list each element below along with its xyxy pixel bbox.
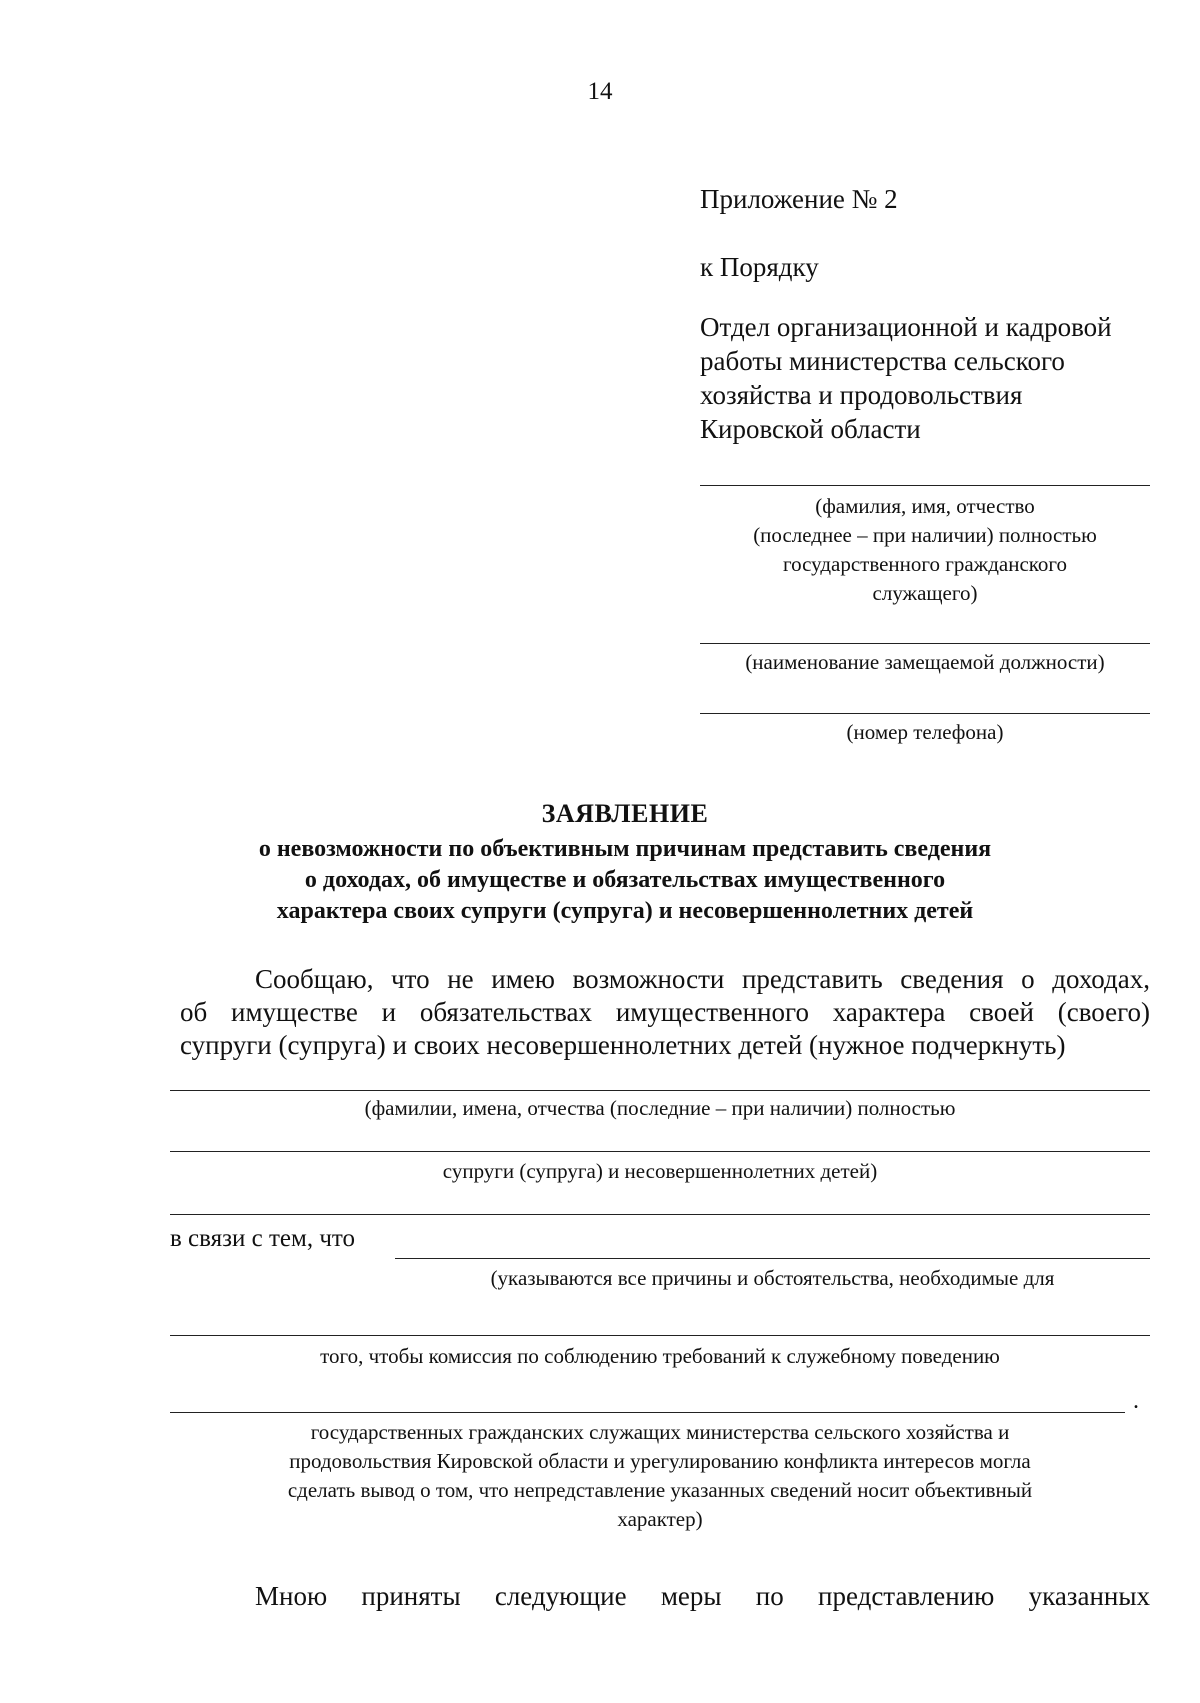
spouse-caption: супруги (супруга) и несовершеннолетних детей) bbox=[442, 1159, 878, 1183]
subtitle-line: о невозможности по объективным причинам представить сведения bbox=[258, 836, 992, 862]
final-field-line[interactable] bbox=[170, 1412, 1125, 1413]
paragraph-line: об имуществе и обязательствах имущественного характера своей (своего) bbox=[180, 997, 1150, 1027]
paragraph-line: супруги (супруга) и своих несовершеннолетних детей (нужное подчеркнуть) bbox=[180, 1030, 1066, 1060]
addressee-block bbox=[700, 310, 1160, 446]
final-caption-line: государственных гражданских служащих министерства сельского хозяйства и bbox=[310, 1420, 1010, 1444]
position-caption: (наименование замещаемой должности) bbox=[745, 650, 1105, 674]
paragraph-line: Сообщаю, что не имею возможности представить сведения о доходах, bbox=[255, 964, 1150, 994]
final-caption bbox=[170, 1418, 1150, 1534]
names-field-line[interactable] bbox=[170, 1090, 1150, 1091]
fio-field-line[interactable] bbox=[700, 485, 1150, 486]
commission-caption: того, чтобы комиссия по соблюдению требований к служебному поведению bbox=[320, 1344, 1000, 1368]
fio-caption-line: (последнее – при наличии) полностью bbox=[753, 523, 1097, 547]
trailing-dot: . bbox=[1133, 1388, 1139, 1414]
final-caption-line: характер) bbox=[617, 1507, 703, 1531]
fio-caption-line: служащего) bbox=[872, 581, 978, 605]
fio-caption-line: (фамилия, имя, отчество bbox=[815, 494, 1035, 518]
fio-caption-line: государственного гражданского bbox=[782, 552, 1067, 576]
names-caption: (фамилии, имена, отчества (последние – при наличии) полностью bbox=[364, 1096, 956, 1120]
page-number: 14 bbox=[587, 78, 613, 105]
addressee-line: Отдел организационной и кадровой bbox=[700, 312, 1112, 342]
reasons-caption: (указываются все причины и обстоятельства, необходимые для bbox=[490, 1266, 1055, 1290]
phone-field-line[interactable] bbox=[700, 713, 1150, 714]
fio-caption bbox=[700, 492, 1150, 608]
final-caption-line: продовольствия Кировской области и урегулированию конфликта интересов могла bbox=[289, 1449, 1031, 1473]
statement-paragraph bbox=[180, 963, 1150, 1062]
position-field-line[interactable] bbox=[700, 643, 1150, 644]
addressee-line: Кировской области bbox=[700, 414, 921, 444]
addressee-line: хозяйства и продовольствия bbox=[700, 380, 1023, 410]
addressee-line: работы министерства сельского bbox=[700, 346, 1065, 376]
measures-paragraph: Мною приняты следующие меры по представлению указанных bbox=[255, 1581, 1150, 1611]
document-subtitle bbox=[100, 834, 1150, 927]
reason-field-line[interactable] bbox=[395, 1258, 1150, 1259]
reason-prefix: в связи с тем, что bbox=[170, 1225, 355, 1252]
appendix-reference: к Порядку bbox=[700, 252, 819, 282]
phone-caption: (номер телефона) bbox=[846, 720, 1004, 744]
commission-field-line[interactable] bbox=[170, 1335, 1150, 1336]
final-caption-line: сделать вывод о том, что непредставление указанных сведений носит объективный bbox=[287, 1478, 1033, 1502]
appendix-number: Приложение № 2 bbox=[700, 184, 898, 214]
document-title: ЗАЯВЛЕНИЕ bbox=[541, 799, 709, 828]
blank-field-line[interactable] bbox=[170, 1214, 1150, 1215]
subtitle-line: характера своих супруги (супруга) и несовершеннолетних детей bbox=[276, 898, 974, 924]
spouse-field-line[interactable] bbox=[170, 1151, 1150, 1152]
subtitle-line: о доходах, об имуществе и обязательствах имущественного bbox=[304, 867, 946, 893]
